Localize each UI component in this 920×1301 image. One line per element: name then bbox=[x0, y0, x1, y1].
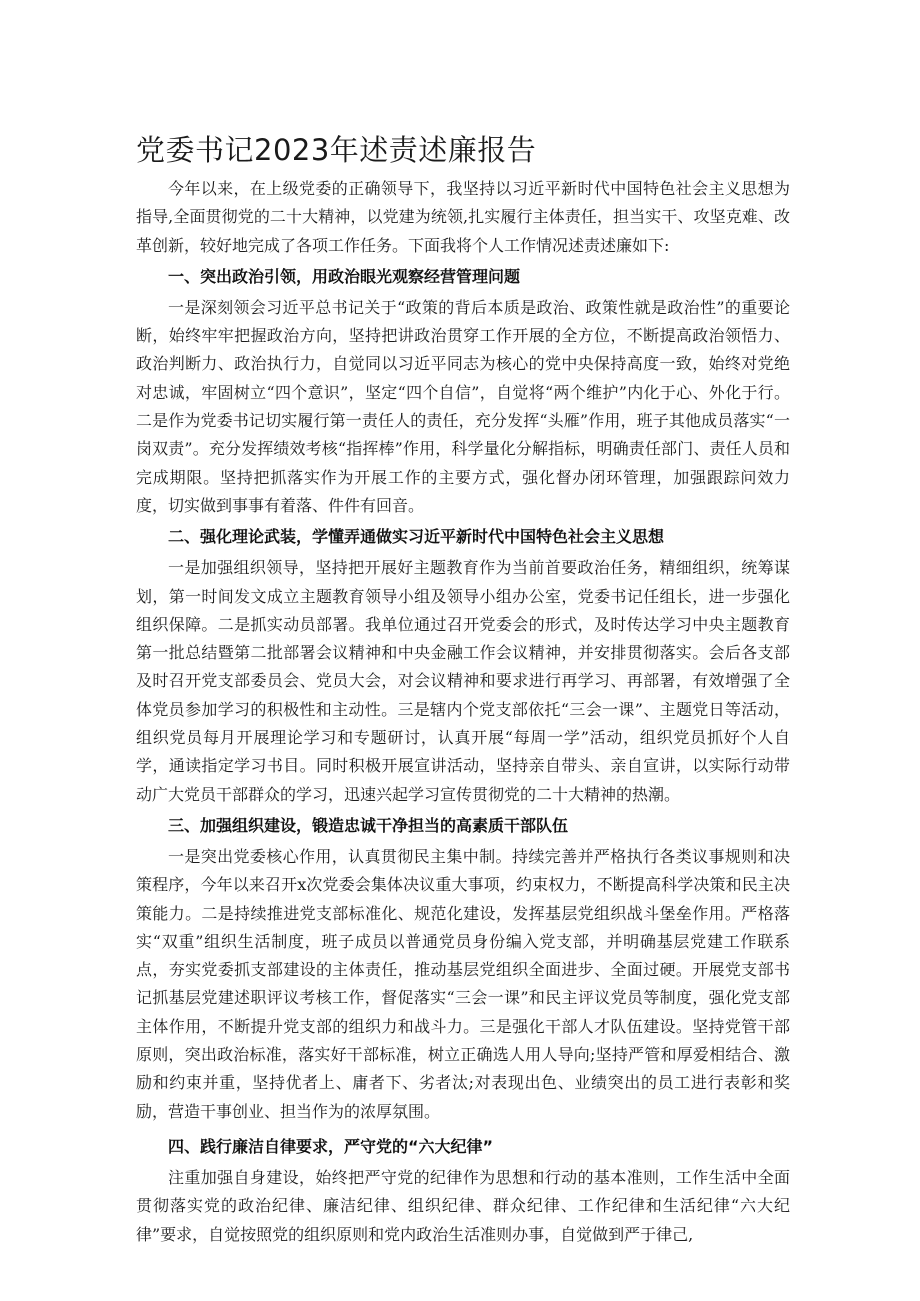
section-heading-4: 四、践行廉洁自律要求，严守党的“六大纪律” bbox=[168, 1136, 494, 1156]
section-heading-1: 一、突出政治引领，用政治眼光观察经营管理问题 bbox=[168, 266, 521, 286]
intro-paragraph: 今年以来，在上级党委的正确领导下，我坚持以习近平新时代中国特色社会主义思想为指导,全面贯彻党的二十大精神，以党建为统领,扎实履行主体责任，担当实干、攻坚克难、改革创新，较好地完成了各项工作任务。下面我将个人工作情况述责述廉如下: bbox=[136, 179, 790, 255]
section-paragraph-1: 一是深刻领会习近平总书记关于“政策的背后本质是政治、政策性就是政治性”的重要论断，始终牢牢把握政治方向，坚持把讲政治贯穿工作开展的全方位，不断提高政治领悟力、政治判断力、政治执行力，自觉同以习近平同志为核心的党中央保持高度一致，始终对党绝对忠诚，牢固树立“四个意识”，坚定“四个自信”，自觉将“两个维护”内化于心、外化于行。二是作为党委书记切实履行第一责任人的责任，充分发挥“头雁”作用，班子其他成员落实“一岗双责”。充分发挥绩效考核“指挥棒”作用，科学量化分解指标，明确责任部门、责任人员和完成期限。坚持把抓落实作为开展工作的主要方式，强化督办闭环管理，加强跟踪问效力度，切实做到事事有着落、件件有回音。 bbox=[136, 297, 790, 515]
section-heading-2: 二、强化理论武装，学懂弄通做实习近平新时代中国特色社会主义思想 bbox=[168, 527, 665, 547]
document-title: 党委书记2023年述责述廉报告 bbox=[136, 133, 537, 167]
section-paragraph-4: 注重加强自身建设，始终把严守党的纪律作为思想和行动的基本准则，工作生活中全面贯彻落实党的政治纪律、廉洁纪律、组织纪律、群众纪律、工作纪律和生活纪律“六大纪律”要求，自觉按照党的组织原则和党内政治生活准则办事，自觉做到严于律己, bbox=[136, 1167, 790, 1244]
document-body bbox=[136, 175, 790, 1249]
section-paragraph-2: 一是加强组织领导，坚持把开展好主题教育作为当前首要政治任务，精细组织，统筹谋划，第一时间发文成立主题教育领导小组及领导小组办公室，党委书记任组长，进一步强化组织保障。二是抓实动员部署。我单位通过召开党委会的形式，及时传达学习中央主题教育第一批总结暨第二批部署会议精神和中央金融工作会议精神，并安排贯彻落实。会后各支部及时召开党支部委员会、党员大会，对会议精神和要求进行再学习、再部署，有效增强了全体党员参加学习的积极性和主动性。三是辖内个党支部依托“三会一课”、主题党日等活动，组织党员每月开展理论学习和专题研讨，认真开展“每周一学”活动，组织党员抓好个人自学，通读指定学习书目。同时积极开展宣讲活动，坚持亲自带头、亲自宣讲，以实际行动带动广大党员干部群众的学习，迅速兴起学习宣传贯彻党的二十大精神的热潮。 bbox=[136, 558, 790, 804]
section-heading-3: 三、加强组织建设，锻造忠诚干净担当的高素质干部队伍 bbox=[168, 815, 569, 835]
section-paragraph-3: 一是突出党委核心作用，认真贯彻民主集中制。持续完善并严格执行各类议事规则和决策程序，今年以来召开x次党委会集体决议重大事项，约束权力，不断提高科学决策和民主决策能力。二是持续推进党支部标准化、规范化建设，发挥基层党组织战斗堡垒作用。严格落实“双重”组织生活制度，班子成员以普通党员身份编入党支部，并明确基层党建工作联系点，夯实党委抓支部建设的主体责任，推动基层党组织全面进步、全面过硬。开展党支部书记抓基层党建述职评议考核工作，督促落实“三会一课”和民主评议党员等制度，强化党支部主体作用，不断提升党支部的组织力和战斗力。三是强化干部人才队伍建设。坚持党管干部原则，突出政治标准，落实好干部标准，树立正确选人用人导向;坚持严管和厚爱相结合、激励和约束并重，坚持优者上、庸者下、劣者汰;对表现出色、业绩突出的员工进行表彰和奖励，营造干事创业、担当作为的浓厚氛围。 bbox=[136, 846, 790, 1121]
